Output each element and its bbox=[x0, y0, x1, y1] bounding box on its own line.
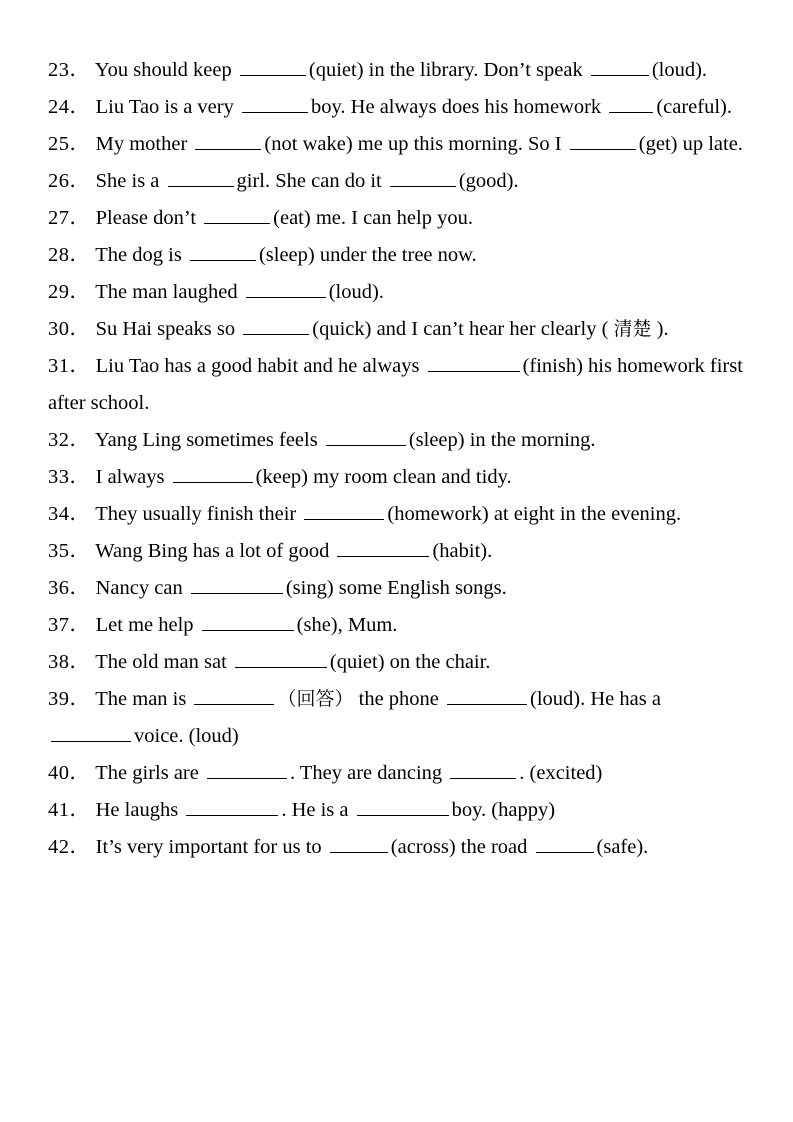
answer-blank[interactable] bbox=[240, 56, 306, 76]
answer-blank[interactable] bbox=[428, 352, 520, 372]
item-text: (loud). He has a bbox=[530, 688, 661, 710]
item-number: 29． bbox=[48, 281, 91, 303]
answer-blank[interactable] bbox=[390, 167, 456, 187]
item-text: . (excited) bbox=[519, 762, 603, 784]
item-text: (quick) and I can’t hear her clearly ( bbox=[312, 318, 609, 340]
item-text: The old man sat bbox=[95, 651, 227, 673]
item-text: (habit). bbox=[432, 540, 493, 562]
worksheet-item bbox=[48, 496, 745, 533]
item-text: . They are dancing bbox=[289, 762, 443, 784]
answer-blank[interactable] bbox=[357, 796, 449, 816]
item-text: He laughs bbox=[95, 799, 179, 821]
answer-blank[interactable] bbox=[242, 93, 308, 113]
worksheet-item bbox=[48, 237, 745, 274]
item-text: The man is bbox=[95, 688, 187, 710]
worksheet-item bbox=[48, 459, 745, 496]
item-number: 26． bbox=[48, 170, 91, 192]
item-text: (finish) his homework first after school. bbox=[48, 355, 743, 414]
answer-blank[interactable] bbox=[536, 833, 594, 853]
item-text: Please don’t bbox=[95, 207, 197, 229]
item-text: . He is a bbox=[281, 799, 349, 821]
item-text: girl. She can do it bbox=[236, 170, 382, 192]
item-text: I always bbox=[95, 466, 165, 488]
item-number: 28． bbox=[48, 244, 91, 266]
item-number: 27． bbox=[48, 207, 91, 229]
worksheet-item bbox=[48, 311, 745, 348]
item-text: It’s very important for us to bbox=[95, 836, 322, 858]
worksheet-item bbox=[48, 570, 745, 607]
item-text: (keep) my room clean and tidy. bbox=[255, 466, 512, 488]
item-number: 36． bbox=[48, 577, 91, 599]
item-number: 38． bbox=[48, 651, 91, 673]
item-number: 40． bbox=[48, 762, 91, 784]
item-number: 23． bbox=[48, 59, 91, 81]
item-text: (across) the road bbox=[390, 836, 528, 858]
item-text: Su Hai speaks so bbox=[95, 318, 236, 340]
worksheet-item bbox=[48, 533, 745, 570]
item-text: The dog is bbox=[95, 244, 182, 266]
item-number: 33． bbox=[48, 466, 91, 488]
worksheet-item bbox=[48, 126, 745, 163]
item-text: (careful). bbox=[656, 96, 732, 118]
answer-blank[interactable] bbox=[173, 463, 253, 483]
item-text: (homework) at eight in the evening. bbox=[387, 503, 682, 525]
answer-blank[interactable] bbox=[51, 722, 131, 742]
item-text: Yang Ling sometimes feels bbox=[94, 429, 318, 451]
item-text: The man laughed bbox=[95, 281, 238, 303]
item-text: (sleep) under the tree now. bbox=[258, 244, 477, 266]
answer-blank[interactable] bbox=[202, 611, 294, 631]
worksheet-item bbox=[48, 422, 745, 459]
answer-blank[interactable] bbox=[304, 500, 384, 520]
item-number: 39． bbox=[48, 688, 91, 710]
item-text: Nancy can bbox=[95, 577, 183, 599]
worksheet-item bbox=[48, 607, 745, 644]
item-text-cjk: （回答） bbox=[277, 688, 354, 710]
worksheet-item bbox=[48, 755, 745, 792]
item-number: 30． bbox=[48, 318, 91, 340]
item-text: The girls are bbox=[95, 762, 199, 784]
worksheet-item bbox=[48, 681, 745, 755]
worksheet-item bbox=[48, 89, 745, 126]
answer-blank[interactable] bbox=[591, 56, 649, 76]
item-number: 25． bbox=[48, 133, 91, 155]
item-text: boy. He always does his homework bbox=[311, 96, 602, 118]
item-text: She is a bbox=[95, 170, 160, 192]
item-text: the phone bbox=[358, 688, 439, 710]
worksheet-item bbox=[48, 200, 745, 237]
worksheet-body bbox=[48, 52, 745, 866]
answer-blank[interactable] bbox=[168, 167, 234, 187]
item-text: (she), Mum. bbox=[296, 614, 398, 636]
item-text: (safe). bbox=[596, 836, 649, 858]
item-text: (get) up late. bbox=[638, 133, 743, 155]
answer-blank[interactable] bbox=[204, 204, 270, 224]
item-number: 37． bbox=[48, 614, 91, 636]
item-text: My mother bbox=[95, 133, 188, 155]
item-number: 35． bbox=[48, 540, 91, 562]
answer-blank[interactable] bbox=[570, 130, 636, 150]
answer-blank[interactable] bbox=[246, 278, 326, 298]
item-number: 34． bbox=[48, 503, 91, 525]
answer-blank[interactable] bbox=[243, 315, 309, 335]
item-text: (sleep) in the morning. bbox=[408, 429, 596, 451]
answer-blank[interactable] bbox=[186, 796, 278, 816]
worksheet-item bbox=[48, 163, 745, 200]
worksheet-item bbox=[48, 829, 745, 866]
item-text: Let me help bbox=[95, 614, 194, 636]
item-text: Liu Tao has a good habit and he always bbox=[95, 355, 420, 377]
worksheet-item bbox=[48, 274, 745, 311]
answer-blank[interactable] bbox=[337, 537, 429, 557]
answer-blank[interactable] bbox=[235, 648, 327, 668]
item-text: ). bbox=[656, 318, 669, 340]
item-text: (loud). bbox=[328, 281, 384, 303]
answer-blank[interactable] bbox=[194, 685, 274, 705]
worksheet-item bbox=[48, 792, 745, 829]
item-number: 32． bbox=[48, 429, 91, 451]
item-text: (good). bbox=[458, 170, 519, 192]
item-text: They usually finish their bbox=[95, 503, 297, 525]
item-number: 41． bbox=[48, 799, 91, 821]
item-text: You should keep bbox=[94, 59, 232, 81]
worksheet-item bbox=[48, 52, 745, 89]
answer-blank[interactable] bbox=[450, 759, 516, 779]
answer-blank[interactable] bbox=[326, 426, 406, 446]
answer-blank[interactable] bbox=[190, 241, 256, 261]
item-text: (sing) some English songs. bbox=[285, 577, 507, 599]
item-text: (quiet) in the library. Don’t speak bbox=[308, 59, 583, 81]
item-text: voice. (loud) bbox=[134, 725, 239, 747]
item-text: (loud). bbox=[651, 59, 708, 81]
answer-blank[interactable] bbox=[191, 574, 283, 594]
answer-blank[interactable] bbox=[609, 93, 653, 113]
item-text-cjk: 清楚 bbox=[613, 318, 652, 340]
item-text: Wang Bing has a lot of good bbox=[95, 540, 330, 562]
item-text: (quiet) on the chair. bbox=[329, 651, 491, 673]
item-number: 24． bbox=[48, 96, 91, 118]
item-number: 42． bbox=[48, 836, 91, 858]
item-text: Liu Tao is a very bbox=[95, 96, 234, 118]
worksheet-item bbox=[48, 348, 745, 422]
answer-blank[interactable] bbox=[207, 759, 287, 779]
answer-blank[interactable] bbox=[195, 130, 261, 150]
worksheet-item bbox=[48, 644, 745, 681]
answer-blank[interactable] bbox=[447, 685, 527, 705]
item-text: (not wake) me up this morning. So I bbox=[264, 133, 562, 155]
item-number: 31． bbox=[48, 355, 91, 377]
item-text: boy. (happy) bbox=[451, 799, 556, 821]
answer-blank[interactable] bbox=[330, 833, 388, 853]
item-text: (eat) me. I can help you. bbox=[273, 207, 473, 229]
